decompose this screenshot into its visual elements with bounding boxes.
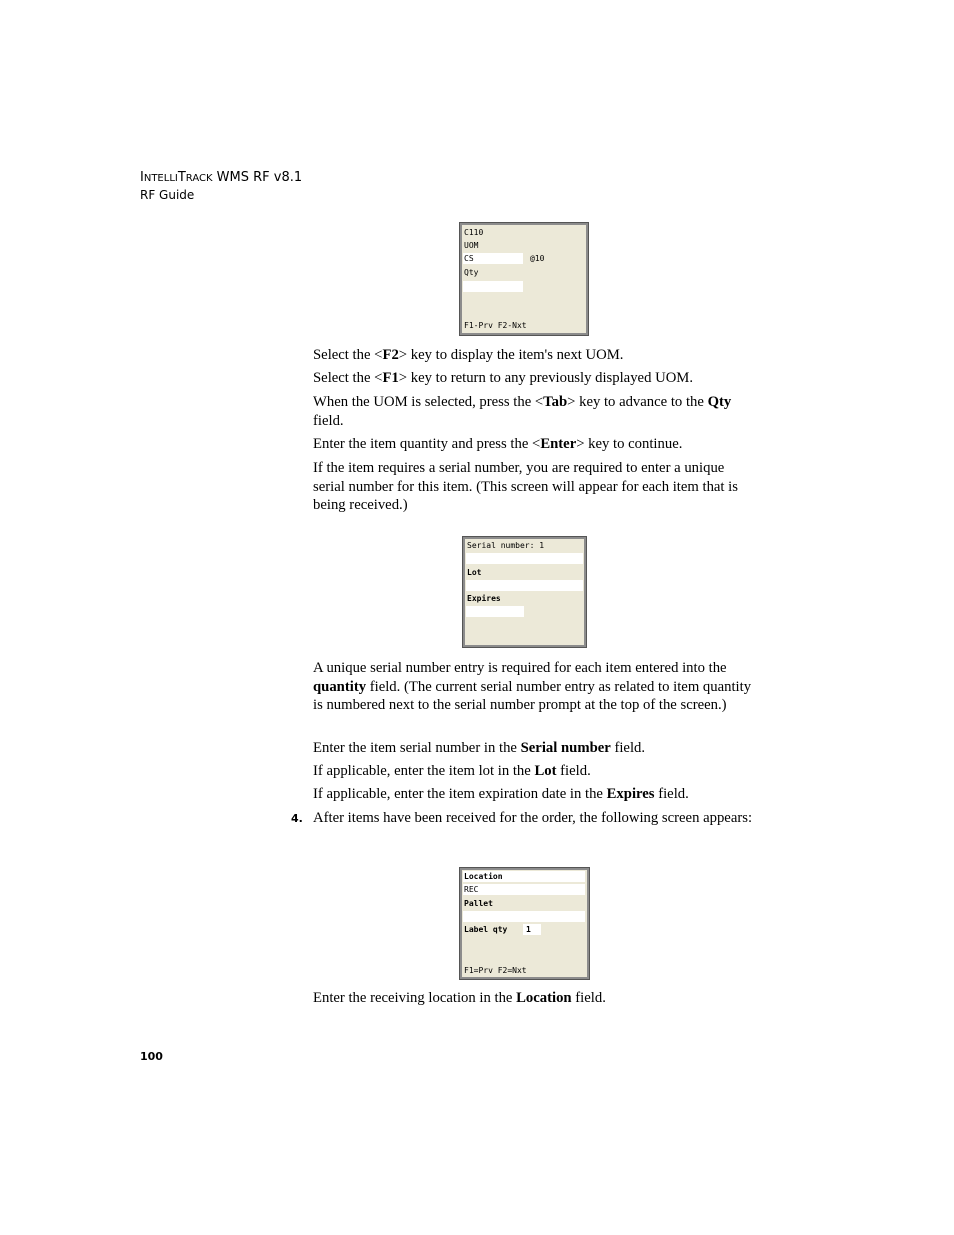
para-enter-serial: Enter the item serial number in the Serial number field. bbox=[313, 740, 646, 756]
rf-serial-field[interactable] bbox=[466, 553, 583, 564]
running-header-title bbox=[140, 170, 302, 187]
para-enter-quantity: Enter the item quantity and press the <Enter> key to continue. bbox=[313, 436, 683, 452]
step-number-4: 4. bbox=[291, 812, 303, 825]
rf-lot-label: Lot bbox=[467, 568, 482, 577]
title-smallcaps-2: RACK bbox=[185, 173, 213, 184]
para-unique-serial: A unique serial number entry is required for each item entered into the quantity field. (The current serial number entry as related to item quantity is numbered next to the serial number prompt at the top of the screen.) bbox=[313, 660, 752, 714]
para-enter-lot: If applicable, enter the item lot in the Lot field. bbox=[313, 763, 591, 779]
step-4-text: After items have been received for the order, the following screen appears: bbox=[313, 810, 753, 826]
rf-uom-label: UOM bbox=[464, 241, 479, 250]
rf-pallet-field[interactable] bbox=[463, 911, 585, 922]
rf-expires-label: Expires bbox=[467, 594, 501, 603]
rf-label-qty-label: Label qty bbox=[464, 925, 508, 934]
running-header-subtitle: RF Guide bbox=[140, 188, 195, 202]
rf-screen-location bbox=[459, 867, 590, 980]
rf-serial-label: Serial number: 1 bbox=[467, 541, 545, 550]
rf-location-value: REC bbox=[464, 885, 479, 894]
para-enter-location: Enter the receiving location in the Location field. bbox=[313, 990, 606, 1006]
para-f1-prev-uom: Select the <F1> key to return to any previously displayed UOM. bbox=[313, 370, 694, 386]
rf-expires-field[interactable] bbox=[466, 606, 524, 617]
rf-qty-field[interactable] bbox=[463, 281, 523, 292]
page-number: 100 bbox=[140, 1050, 163, 1063]
rf-lot-field[interactable] bbox=[466, 580, 583, 591]
para-serial-required: If the item requires a serial number, you are required to enter a unique serial number for this item. (This screen will appear for each item that is being received.) bbox=[313, 460, 738, 514]
rf-location-field[interactable] bbox=[463, 884, 585, 895]
rf-function-keys: F1=Prv F2=Nxt bbox=[464, 966, 527, 975]
rf-label-qty-value: 1 bbox=[526, 925, 531, 934]
rf-qty-label: Qty bbox=[464, 268, 479, 277]
rf-function-keys: F1-Prv F2-Nxt bbox=[464, 321, 527, 330]
rf-screen-serial bbox=[462, 536, 587, 648]
rf-uom-qty: @10 bbox=[530, 254, 545, 263]
title-rest: WMS RF v8.1 bbox=[212, 170, 303, 185]
rf-screen-uom bbox=[459, 222, 589, 336]
title-smallcaps-1: NTELLI bbox=[143, 173, 178, 184]
rf-location-label: Location bbox=[464, 872, 503, 881]
para-f2-next-uom: Select the <F2> key to display the item's next UOM. bbox=[313, 347, 624, 363]
rf-item-code: C110 bbox=[464, 228, 484, 237]
rf-uom-value: CS bbox=[464, 254, 474, 263]
rf-pallet-label: Pallet bbox=[464, 899, 493, 908]
para-enter-expires: If applicable, enter the item expiration date in the Expires field. bbox=[313, 786, 689, 802]
title-cap-i: I bbox=[140, 170, 144, 185]
para-tab-to-qty: When the UOM is selected, press the <Tab> key to advance to the Qty field. bbox=[313, 394, 732, 429]
title-cap-t: T bbox=[177, 170, 186, 185]
